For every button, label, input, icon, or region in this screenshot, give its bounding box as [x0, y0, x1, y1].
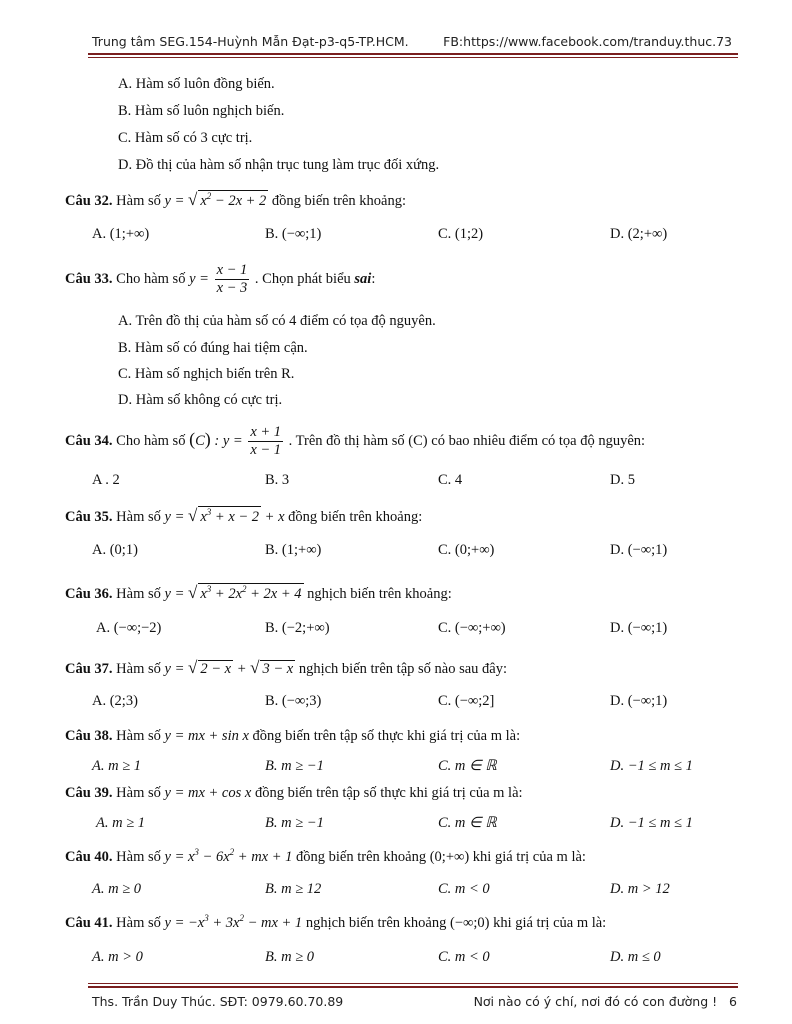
header-facebook-link[interactable]: FB:https://www.facebook.com/tranduy.thuc.73 — [443, 34, 732, 49]
question-38: Câu 38. Hàm số y = mx + sin x đồng biến trên tập số thực khi giá trị của m là: — [65, 728, 521, 744]
q35-option-a[interactable]: A. (0;1) — [92, 542, 138, 558]
question-40: Câu 40. Hàm số $y = x^3 - 6x^2$ + mx + 1 đồng biến trên khoảng (0;+∞) khi giá trị của m là: — [65, 847, 586, 865]
question-37: Câu 37. Hàm số y = √ 2 − x + √ 3 − x nghịch biến trên tập số nào sau đây: — [65, 658, 508, 677]
header-center-name: Trung tâm SEG.154-Huỳnh Mẫn Đạt-p3-q5-TP.HCM. — [92, 34, 409, 49]
q36-option-b[interactable]: B. (−2;+∞) — [265, 620, 330, 636]
q39-option-a[interactable]: A. m ≥ 1 — [96, 815, 146, 831]
q36-option-d[interactable]: D. (−∞;1) — [610, 620, 668, 636]
q39-option-c[interactable]: C. m ∈ ℝ — [438, 815, 497, 831]
q32-option-b[interactable]: B. (−∞;1) — [265, 226, 322, 242]
q34-option-a[interactable]: A . 2 — [92, 472, 120, 488]
q39-option-b[interactable]: B. m ≥ −1 — [265, 815, 324, 831]
q35-option-d[interactable]: D. (−∞;1) — [610, 542, 668, 558]
q40-option-a[interactable]: A. m ≥ 0 — [92, 881, 142, 897]
q41-option-b[interactable]: B. m ≥ 0 — [265, 949, 315, 965]
prev-option-a: A. Hàm số luôn đồng biến. — [118, 76, 275, 92]
q32-option-c[interactable]: C. (1;2) — [438, 226, 484, 242]
q41-option-d[interactable]: D. m ≤ 0 — [610, 949, 661, 965]
q34-option-c[interactable]: C. 4 — [438, 472, 463, 488]
question-34: Câu 34. Cho hàm số (C) : y = $\frac{x + 1}{x - 1}$ . Trên đồ thị hàm số (C) có bao nhiêu điểm có tọa độ nguyên: — [65, 424, 646, 459]
q41-option-a[interactable]: A. m > 0 — [92, 949, 143, 965]
q32-option-d[interactable]: D. (2;+∞) — [610, 226, 668, 242]
q38-option-b[interactable]: B. m ≥ −1 — [265, 758, 324, 774]
question-32: Câu 32. Hàm số y = √ $x^2 - 2x + 2$ đồng biến trên khoảng: — [65, 190, 407, 209]
question-36: Câu 36. Hàm số y = √ $x^3 + 2x^2 + 2x + 4$ nghịch biến trên khoảng: — [65, 583, 452, 602]
footer-author: Ths. Trần Duy Thúc. SĐT: 0979.60.70.89 — [92, 994, 344, 1009]
prev-option-c: C. Hàm số có 3 cực trị. — [118, 130, 253, 146]
q39-option-d[interactable]: D. −1 ≤ m ≤ 1 — [610, 815, 693, 831]
q38-option-d[interactable]: D. −1 ≤ m ≤ 1 — [610, 758, 693, 774]
q40-option-d[interactable]: D. m > 12 — [610, 881, 670, 897]
header-rule-thin — [88, 57, 738, 58]
footer-motto: Nơi nào có ý chí, nơi đó có con đường ! 6 — [473, 994, 737, 1009]
header-rule — [88, 53, 738, 55]
q32-option-a[interactable]: A. (1;+∞) — [92, 226, 150, 242]
question-label: Câu 32. — [65, 193, 113, 209]
q34-option-d[interactable]: D. 5 — [610, 472, 635, 488]
prev-option-b: B. Hàm số luôn nghịch biến. — [118, 103, 285, 119]
q36-option-c[interactable]: C. (−∞;+∞) — [438, 620, 506, 636]
question-39: Câu 39. Hàm số y = mx + cos x đồng biến trên tập số thực khi giá trị của m là: — [65, 785, 523, 801]
q33-option-d[interactable]: D. Hàm số không có cực trị. — [118, 392, 283, 408]
q37-option-d[interactable]: D. (−∞;1) — [610, 693, 668, 709]
footer-rule — [88, 986, 738, 988]
q34-option-b[interactable]: B. 3 — [265, 472, 290, 488]
q37-option-b[interactable]: B. (−∞;3) — [265, 693, 322, 709]
question-35: Câu 35. Hàm số y = √ $x^3 + x - 2 + x$ đồng biến trên khoảng: — [65, 506, 423, 525]
q36-option-a[interactable]: A. (−∞;−2) — [96, 620, 162, 636]
q35-option-b[interactable]: B. (1;+∞) — [265, 542, 322, 558]
question-41: Câu 41. Hàm số $y = -x^3 + 3x^2$ − mx + 1 nghịch biến trên khoảng (−∞;0) khi giá trị của m là: — [65, 913, 607, 931]
q37-option-a[interactable]: A. (2;3) — [92, 693, 138, 709]
q35-option-c[interactable]: C. (0;+∞) — [438, 542, 495, 558]
q38-option-c[interactable]: C. m ∈ ℝ — [438, 758, 497, 774]
q40-option-b[interactable]: B. m ≥ 12 — [265, 881, 322, 897]
question-33: Câu 33. Cho hàm số y = $\frac{x - 1}{x - 3}$ . Chọn phát biểu sai: — [65, 262, 376, 297]
prev-option-d: D. Đồ thị của hàm số nhận trục tung làm trục đối xứng. — [118, 157, 440, 173]
q33-option-c[interactable]: C. Hàm số nghịch biến trên R. — [118, 366, 295, 382]
page-number: 6 — [729, 994, 737, 1009]
footer-rule-thin — [88, 983, 738, 984]
q37-option-c[interactable]: C. (−∞;2] — [438, 693, 495, 709]
q33-option-a[interactable]: A. Trên đồ thị của hàm số có 4 điểm có tọa độ nguyên. — [118, 313, 436, 329]
q41-option-c[interactable]: C. m < 0 — [438, 949, 490, 965]
q38-option-a[interactable]: A. m ≥ 1 — [92, 758, 142, 774]
q40-option-c[interactable]: C. m < 0 — [438, 881, 490, 897]
q33-option-b[interactable]: B. Hàm số có đúng hai tiệm cận. — [118, 340, 308, 356]
